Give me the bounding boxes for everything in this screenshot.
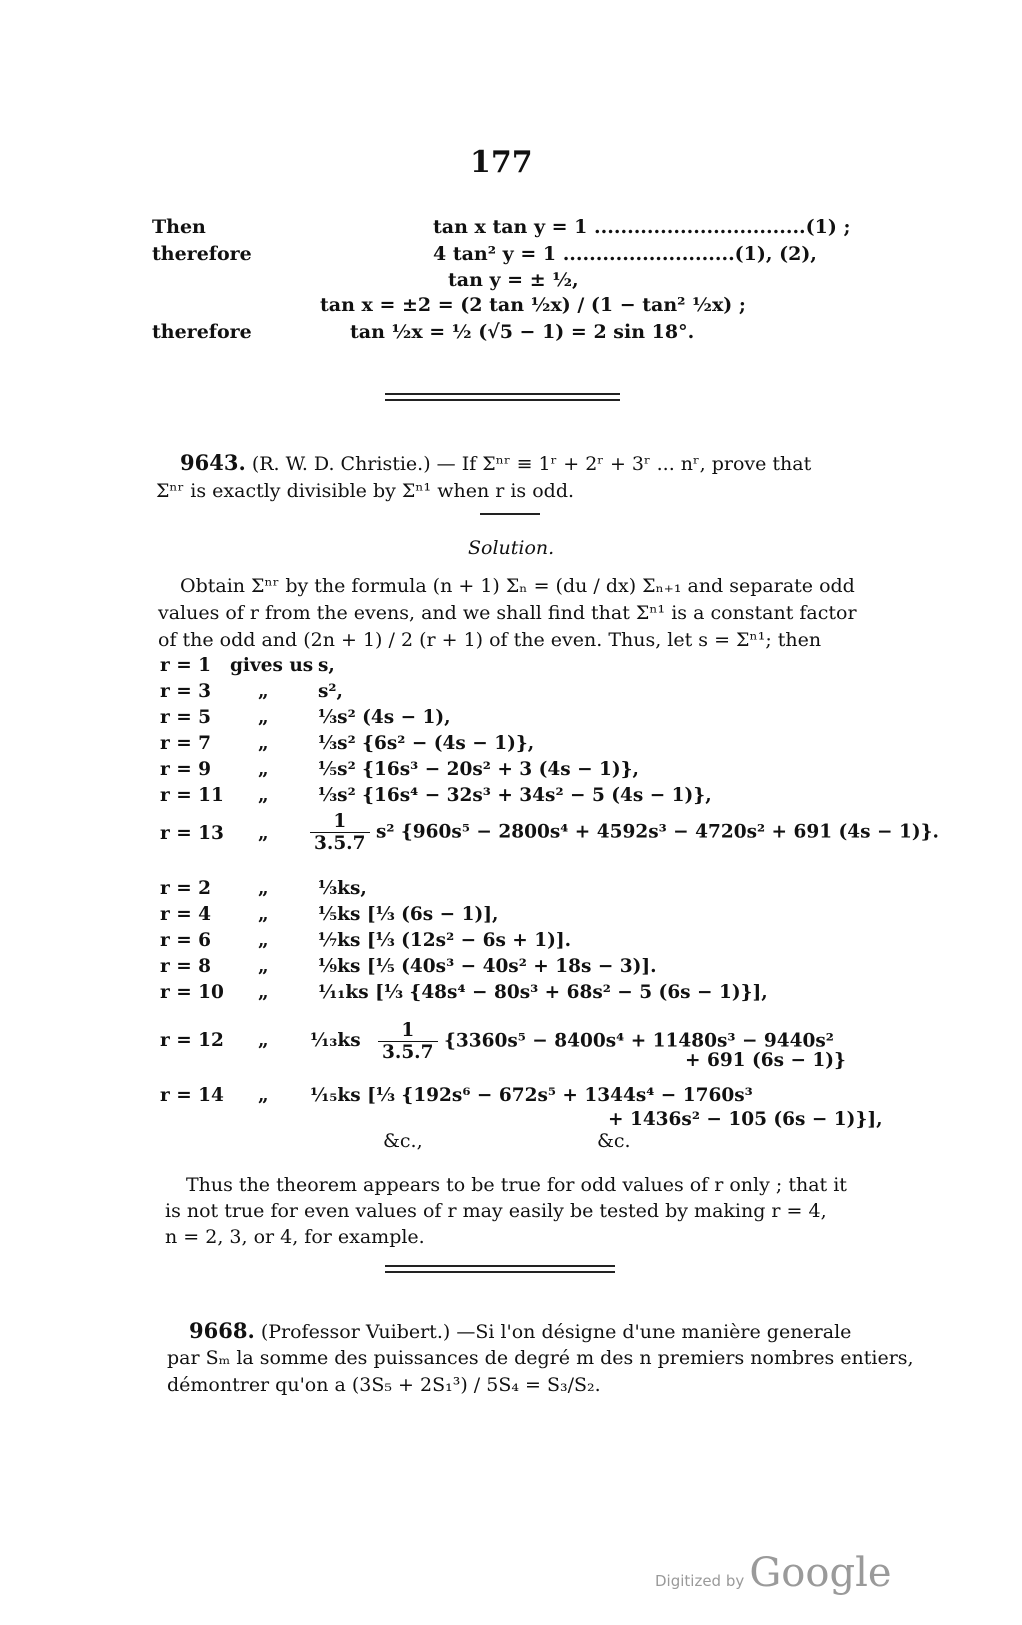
question-statement: —Si l'on désigne d'une manière generale [456,1321,852,1343]
google-logo: Google [749,1550,892,1596]
question-statement: — If Σⁿʳ ≡ 1ʳ + 2ʳ + 3ʳ ... nʳ, prove that [436,453,812,475]
section-divider [385,393,620,395]
short-divider [480,513,540,515]
conclusion-line-3: n = 2, 3, or 4, for example. [165,1226,425,1248]
question-author: (Professor Vuibert.) [260,1321,451,1343]
etc-1: &c., [383,1130,423,1152]
equation-4: tan x = ±2 = (2 tan ½x) / (1 − tan² ½x) ; [320,294,746,316]
conclusion-line-2: is not true for even values of r may easily be tested by making r = 4, [165,1200,827,1222]
question-9668-line-2: par Sₘ la somme des puissances de degré m des n premiers nombres entiers, [167,1347,914,1369]
google-watermark [655,1550,892,1596]
question-9643-line-2: Σⁿʳ is exactly divisible by Σⁿ¹ when r is odd. [156,480,575,502]
question-author: (R. W. D. Christie.) [251,453,431,475]
section-divider [385,1265,615,1267]
solution-heading: Solution. [468,537,555,559]
label-therefore-1: therefore [152,243,252,265]
equation-3: tan y = ± ½, [448,269,579,291]
question-number: 9668. [189,1318,255,1343]
question-9643-line-1 [180,450,811,477]
fraction: $\frac{1}{3.5.7}$ [310,811,370,854]
section-divider [385,399,620,401]
section-divider [385,1271,615,1273]
solution-line-2: values of r from the evens, and we shall find that Σⁿ¹ is a constant factor [158,602,857,624]
conclusion-line-1: Thus the theorem appears to be true for odd values of r only ; that it [186,1174,847,1196]
question-9668-line-1 [189,1318,851,1345]
page-number: 177 [470,145,533,180]
table-row: r = 14 „ ¹⁄₁₅ks [⅓ {192s⁶ − 672s⁵ + 1344s⁴ − 1760s³ + 1436s² − 105 (6s − 1)}], [160,1085,883,1130]
question-9668-line-3: démontrer qu'on a (3S₅ + 2S₁³) / 5S₄ = S₃/S₂. [167,1374,601,1396]
equation-1: tan x tan y = 1 ................................(1) ; [433,216,851,238]
table-row: r = 13 „ $\frac{1}{3.5.7}$ s² {960s⁵ − 2800s⁴ + 4592s³ − 4720s² + 691 (4s − 1)}. [160,811,939,854]
solution-line-1: Obtain Σⁿʳ by the formula (n + 1) Σₙ = (du / dx) Σₙ₊₁ and separate odd [180,575,855,597]
digitized-label: Digitized by [655,1572,745,1590]
question-number: 9643. [180,450,246,475]
equation-5: tan ½x = ½ (√5 − 1) = 2 sin 18°. [350,321,695,343]
label-then: Then [152,216,206,238]
etc-2: &c. [597,1130,631,1152]
solution-line-3: of the odd and (2n + 1) / 2 (r + 1) of the even. Thus, let s = Σⁿ¹; then [158,629,822,651]
table-row: r = 12 „ ¹⁄₁₃ks $\frac{1}{3.5.7}$ {3360s⁵ − 8400s⁴ + 11480s³ − 9440s² + 691 (6s − 1)} [160,1020,846,1071]
equation-2: 4 tan² y = 1 ..........................(1), (2), [433,243,817,265]
label-therefore-2: therefore [152,321,252,343]
fraction: $\frac{1}{3.5.7}$ [378,1020,438,1063]
